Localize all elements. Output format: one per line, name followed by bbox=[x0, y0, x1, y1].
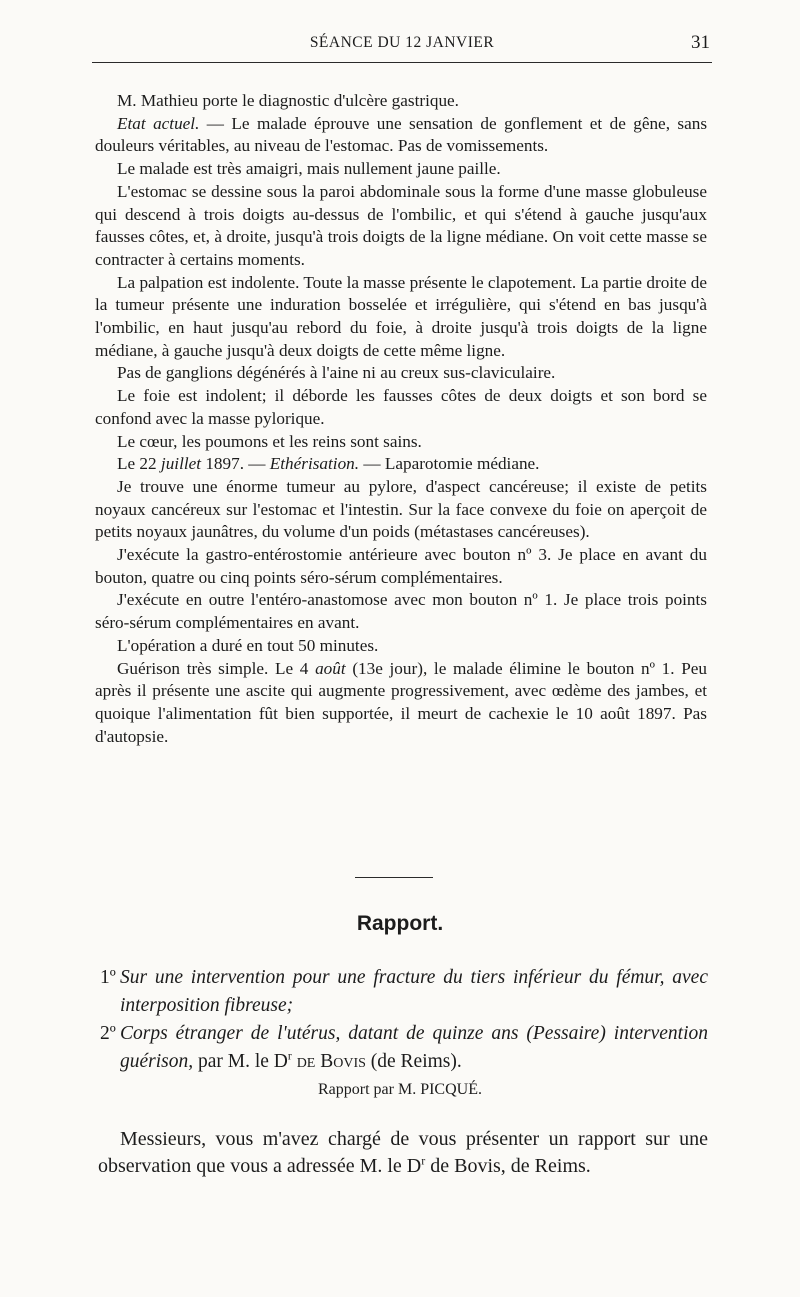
section-divider bbox=[355, 877, 433, 878]
paragraph-etat-actuel: Etat actuel. — Le malade éprouve une sensation de gonflement et de gêne, sans douleurs véritables, au niveau de l'estomac. Pas de vomissements. bbox=[95, 113, 708, 156]
paragraph-guerison: Guérison très simple. Le 4 août (13e jour), le malade élimine le bouton nº 1. Peu après il présente une ascite qui augmente progressivement, avec œdème des jambes, et quoique l'alimentation fût bien supportée, il meurt de cachexie le 10 août 1897. Pas d'autopsie. bbox=[95, 658, 707, 746]
paragraph-amaigri: Le malade est très amaigri, mais nullement jaune paille. bbox=[117, 159, 501, 179]
paragraph-ganglions: Pas de ganglions dégénérés à l'aine ni au creux sus-claviculaire. bbox=[117, 363, 556, 383]
rapport-subject-1 bbox=[100, 964, 708, 1019]
etat-actuel-label: Etat actuel. bbox=[117, 113, 200, 133]
paragraph-organes: Le cœur, les poumons et les reins sont sains. bbox=[117, 431, 422, 451]
paragraph-palpation: La palpation est indolente. Toute la masse présente le clapotement. La partie droite de la tumeur présente une induration bosselée et irrégulière, qui s'étend en bas jusqu'à l'ombilic, en haut jusqu'au rebord du foie, à droite jusqu'à trois doigts de la ligne médiane, à gauche jusqu'à deux doigts de cette même ligne. bbox=[95, 272, 707, 360]
paragraph-foie: Le foie est indolent; il déborde les fausses côtes de deux doigts et son bord se confond avec la masse pylorique. bbox=[95, 386, 707, 428]
paragraph-date-operation: Le 22 juillet 1897. — Ethérisation. — Laparotomie médiane. bbox=[117, 454, 540, 474]
running-title: SÉANCE DU 12 JANVIER bbox=[309, 34, 495, 51]
subject-number: 2º bbox=[100, 1023, 116, 1044]
subject-text: Sur une intervention pour une fracture du tiers inférieur du fémur, avec interposition fibreuse; bbox=[120, 967, 708, 1016]
case-report-body bbox=[95, 90, 707, 748]
paragraph-tumeur: Je trouve une énorme tumeur au pylore, d'aspect cancéreuse; il existe de petits noyaux cancéreux sur l'estomac et l'intestin. Sur la face convexe du foie on aperçoit de petits noyaux jaunâtres, du volume d'un poids (métastases cancéreuses). bbox=[95, 476, 707, 542]
paragraph-duree: L'opération a duré en tout 50 minutes. bbox=[117, 635, 379, 655]
paragraph-diagnosis: M. Mathieu porte le diagnostic d'ulcère gastrique. bbox=[117, 91, 459, 110]
author-name: de Bovis bbox=[291, 1050, 366, 1072]
subject-text: Corps étranger de l'utérus, datant de quinze ans (Pessaire) intervention guérison, bbox=[120, 1023, 708, 1072]
rapport-byline: Rapport par M. PICQUÉ. bbox=[318, 1081, 482, 1098]
rapport-subjects bbox=[100, 964, 708, 1075]
paragraph-estomac: L'estomac se dessine sous la paroi abdominale sous la forme d'une masse globuleuse qui descend à trois doigts au-dessus de l'ombilic, et qui s'étend à gauche jusqu'aux fausses côtes, et, à droite, jusqu'à trois doigts de la ligne médiane. On voit cette masse se contracter à certains moments. bbox=[95, 181, 707, 269]
rapport-subject-2: 2º Corps étranger de l'utérus, datant de quinze ans (Pessaire) intervention guérison, par M. le $D^r$ de Bovis (de Reims). bbox=[100, 1020, 708, 1075]
rapport-heading: Rapport. bbox=[356, 912, 444, 935]
running-head bbox=[92, 34, 712, 63]
paragraph-gastro-enterostomie: J'exécute la gastro-entérostomie antérieure avec bouton nº 3. Je place en avant du bouton, quatre ou cinq points séro-sérum complémentaires. bbox=[95, 545, 707, 587]
rapport-opening: Messieurs, vous m'avez chargé de vous présenter un rapport sur une observation que vous a adressée M. le $D^r$ de Bovis, de Reims. bbox=[98, 1128, 708, 1177]
paragraph-entero-anastomose: J'exécute en outre l'entéro-anastomose avec mon bouton nº 1. Je place trois points séro-sérum complémentaires en avant. bbox=[95, 590, 707, 633]
page-number: 31 bbox=[691, 32, 710, 53]
subject-number: 1º bbox=[100, 967, 116, 988]
